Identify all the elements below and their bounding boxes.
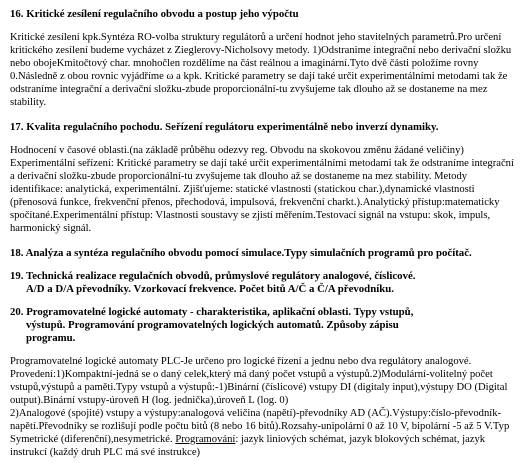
section-20-heading-line2: výstupů. Programování programovatelných logických automatů. Způsoby zápisu <box>26 319 399 331</box>
section-20-body-1: Programovatelné logické automaty PLC-Je určeno pro logické řízení a jednu nebo dva regulátory analogové. Provedení:1)Kompaktní-jedná se o daný celek,který má daný počet vstupů a výstupů.2)Modulární-volitelný počet vstupů,výstupů a paměti.Typy vstupů a výstupů:-1)Binární (číslicové) vstupy DI (digitaly input),výstupy DO (Digital output).Binární vstupy-úroveň H (log. jednička),úroveň L (log. 0) <box>10 356 508 406</box>
section-20-heading-line3: programu. <box>26 332 76 344</box>
section-16-body: Kritické zesílení kpk.Syntéza RO-volba struktury regulátorů a určení hodnot jeho stavitelných parametrů.Pro určení kritického zesílení budeme vycházet z Zieglerovy-Nicholsovy metody. 1)Odstranime integrační nebo derivační složku nebo obojeKmitočtový char. mnohočlen rozdělíme na část reálnou a imaginární.Tyto dvě části položíme rovny 0.Následně z obou rovnic vyjádříme ω a kpk. Kritické parametry se dají také určit experimentálními metodami tak že odstraníme integrační a derivační složku-zbude proporcionální-tu zvyšujeme tak dlouho až se dostaneme na mez stability. <box>10 32 512 108</box>
section-20-heading <box>10 306 518 345</box>
section-18 <box>10 247 518 260</box>
section-17 <box>10 121 518 235</box>
section-18-heading: 18. Analýza a syntéza regulačního obvodu pomocí simulace.Typy simulačních programů pro počítač. <box>10 247 472 259</box>
section-19-heading <box>10 270 518 296</box>
section-20-heading-line1: 20. Programovatelné logické automaty - charakteristika, aplikační oblasti. Typy vstupů, <box>10 306 414 318</box>
section-20-programming-label: Programování <box>175 434 236 445</box>
section-16 <box>10 8 518 109</box>
section-19-heading-line1: 19. Technická realizace regulačních obvodů, průmyslové regulátory analogové, číslicové. <box>10 270 416 282</box>
section-19-heading-line2: A/D a D/A převodníky. Vzorkovací frekvence. Počet bitů A/Č a Č/A převodníku. <box>26 283 394 295</box>
section-20-body-2 <box>10 407 518 459</box>
section-20 <box>10 306 518 459</box>
section-17-heading: 17. Kvalita regulačního pochodu. Seřízení regulátoru experimentálně nebo inverzí dynamiky. <box>10 121 439 133</box>
section-19 <box>10 270 518 296</box>
section-20-body-2-a: 2)Analogové (spojité) vstupy a výstupy:analogová veličina (napětí)-převodníky AD (AČ).Výstupy:číslo-převodník-napětí.Převodníky se rozlišují podle počtu bitů (8 nebo 16 bitů).Rozsahy-unipolární 0 až 10 V, bipolární -5 až 5 V.Typ Symetrické (diferenční),nesymetrické. <box>10 408 510 445</box>
section-20-body-2-b: : jazyk liniových schémat, jazyk blokových schémat, jazyk instrukcí (každý druh PLC má své instrukce) <box>10 434 486 458</box>
section-17-body: Hodnocení v časové oblasti.(na základě průběhu odezvy reg. Obvodu na skokovou změnu žádané veličiny) Experimentální seřízení: Kritické parametry se dají také určit experimentálními metodami tak že odstraníme integrační a derivační složku-zbude proporcionální-tu zvyšujeme tak dlouho až se dostaneme na mez stability. Metody identifikace: analytická, experimentální. Zjišťujeme: statické vlastnosti (statickou char.),dynamické vlastnosti (přenosová funkce, frekvenční přenos, přechodová, impulsová, frekvenční charkt.).Analytický přístup:matematicky spočítané.Experimentální přístup: Vlastnosti soustavy se zjistí měřením.Testovací signál na vstupu: skok, impuls, harmonický signál. <box>10 145 514 234</box>
section-16-heading: 16. Kritické zesílení regulačního obvodu a postup jeho výpočtu <box>10 8 299 20</box>
